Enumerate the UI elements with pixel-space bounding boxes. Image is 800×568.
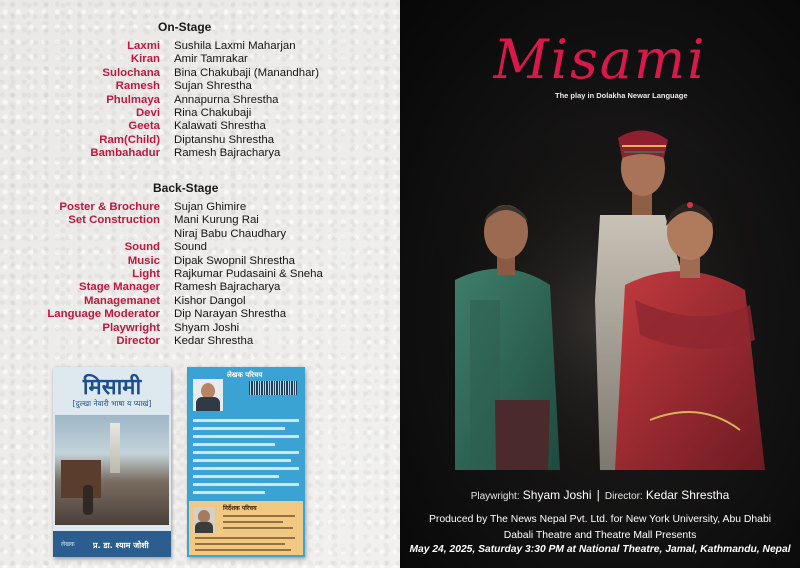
credit-role: Music — [127, 254, 160, 267]
book-cover-photo — [55, 415, 169, 525]
temple-image — [61, 460, 101, 498]
credit-name: Bina Chakubaji (Manandhar) — [174, 66, 319, 79]
credit-name: Niraj Babu Chaudhary — [174, 227, 287, 240]
book-back-heading: लेखक परिचय — [227, 371, 263, 379]
credit-row — [0, 268, 400, 281]
credit-name: Kalawati Shrestha — [174, 120, 266, 133]
text-line — [195, 543, 285, 545]
credit-row — [0, 322, 400, 335]
text-line — [193, 419, 299, 422]
text-line — [193, 467, 299, 470]
credit-row — [0, 295, 400, 308]
credit-name: Sound — [174, 241, 207, 254]
onstage-heading: On-Stage — [158, 20, 212, 34]
credit-name: Sushila Laxmi Maharjan — [174, 40, 296, 52]
credit-row — [0, 214, 400, 227]
credit-role: Set Construction — [68, 214, 160, 227]
credit-name: Amir Tamrakar — [174, 53, 248, 66]
credit-role: Devi — [135, 106, 160, 119]
text-line — [193, 459, 291, 462]
director-suit — [195, 522, 213, 533]
credit-row — [0, 201, 400, 214]
poster-credits — [400, 488, 800, 502]
credit-row — [0, 53, 400, 66]
credit-role: Kiran — [130, 53, 160, 66]
credit-row — [0, 255, 400, 268]
credit-name: Rajkumar Pudasaini & Sneha — [174, 267, 323, 280]
credit-role: Sulochana — [102, 66, 160, 79]
credit-name: Shyam Joshi — [174, 321, 240, 334]
backstage-credits — [0, 201, 400, 348]
director-photo — [193, 507, 215, 533]
credit-row — [0, 228, 400, 241]
director-profile-heading: निर्देशक परिचय — [223, 505, 257, 512]
credit-name: Diptanshu Shrestha — [174, 133, 275, 146]
poster-title: Misami — [493, 28, 707, 91]
playwright-label: Playwright: — [470, 491, 520, 502]
barcode-icon — [249, 381, 297, 395]
onstage-credits — [0, 40, 400, 161]
credit-name: Sujan Ghimire — [174, 201, 247, 213]
author-suit — [196, 397, 220, 411]
text-line — [223, 521, 283, 523]
book-author-strip — [53, 531, 171, 557]
play-poster — [400, 0, 800, 568]
book-author: प्र. डा. श्याम जोशी — [93, 541, 149, 550]
credit-role: Geeta — [128, 120, 160, 133]
credit-role: Ram(Child) — [99, 133, 160, 146]
production-info — [400, 512, 800, 544]
credit-row — [0, 67, 400, 80]
credit-role: Director — [116, 334, 160, 347]
credit-row — [0, 94, 400, 107]
actors-illustration — [400, 0, 800, 568]
text-line — [193, 491, 265, 494]
credit-role: Managemanet — [84, 294, 160, 307]
text-line — [223, 515, 295, 517]
credit-separator: | — [596, 490, 600, 502]
credit-role: Bambahadur — [90, 147, 160, 160]
credit-row — [0, 241, 400, 254]
text-line — [193, 443, 275, 446]
credit-role: Playwright — [102, 321, 160, 334]
book-front-cover — [53, 367, 171, 557]
credit-name: Sujan Shrestha — [174, 80, 252, 93]
director-name: Kedar Shrestha — [645, 488, 730, 502]
credit-name: Ramesh Bajracharya — [174, 281, 281, 294]
credit-row — [0, 147, 400, 160]
credit-name: Rina Chakubaji — [174, 106, 252, 119]
credit-role: Sound — [124, 241, 160, 254]
text-line — [193, 483, 299, 486]
credit-name: Mani Kurung Rai — [174, 214, 259, 227]
book-back-cover — [187, 367, 305, 557]
credit-row — [0, 107, 400, 120]
text-line — [195, 537, 295, 539]
produced-by: Produced by The News Nepal Pvt. Ltd. for New York University, Abu Dhabi — [428, 514, 772, 525]
credit-name: Kishor Dangol — [174, 294, 246, 307]
director-profile-box — [189, 501, 303, 555]
stupa-image — [110, 423, 120, 473]
credit-role: Laxmi — [127, 40, 160, 52]
backstage-heading: Back-Stage — [153, 181, 219, 195]
book-title: मिसामी — [82, 375, 142, 400]
book-subtitle: [दुल्खा नेवारी भाषा य प्याखं] — [72, 399, 152, 408]
text-line — [193, 435, 299, 438]
credit-role: Stage Manager — [78, 281, 160, 294]
text-line — [193, 451, 299, 454]
credit-name: Annapurna Shrestha — [174, 93, 279, 106]
credit-role — [0, 228, 174, 241]
credit-row — [0, 308, 400, 321]
credit-role: Light — [132, 267, 160, 280]
credit-name: Kedar Shrestha — [174, 334, 254, 347]
playwright-name: Shyam Joshi — [522, 488, 592, 502]
director-label: Director: — [604, 491, 643, 502]
text-line — [223, 527, 293, 529]
credit-role: Language Moderator — [47, 308, 160, 321]
date-venue: May 24, 2025, Saturday 3:30 PM at National Theatre, Jamal, Kathmandu, Nepal — [409, 544, 791, 555]
poster-subtitle: The play in Dolakha Newar Language — [555, 91, 688, 100]
text-line — [193, 475, 279, 478]
credit-row — [0, 40, 400, 53]
author-photo — [193, 379, 223, 411]
credit-row — [0, 335, 400, 348]
credit-role: Ramesh — [115, 80, 160, 93]
credit-row — [0, 134, 400, 147]
credit-role: Poster & Brochure — [59, 201, 160, 213]
book-author-label: लेखक — [61, 541, 75, 548]
presents-line: Dabali Theatre and Theatre Mall Presents — [503, 530, 697, 541]
credit-row — [0, 281, 400, 294]
credit-role: Phulmaya — [106, 93, 160, 106]
text-line — [195, 549, 291, 551]
credit-name: Ramesh Bajracharya — [174, 147, 281, 160]
credit-name: Dip Narayan Shrestha — [174, 308, 287, 321]
credit-row — [0, 80, 400, 93]
text-line — [193, 427, 285, 430]
person-image — [83, 485, 93, 515]
credit-row — [0, 120, 400, 133]
credit-name: Dipak Swopnil Shrestha — [174, 254, 295, 267]
